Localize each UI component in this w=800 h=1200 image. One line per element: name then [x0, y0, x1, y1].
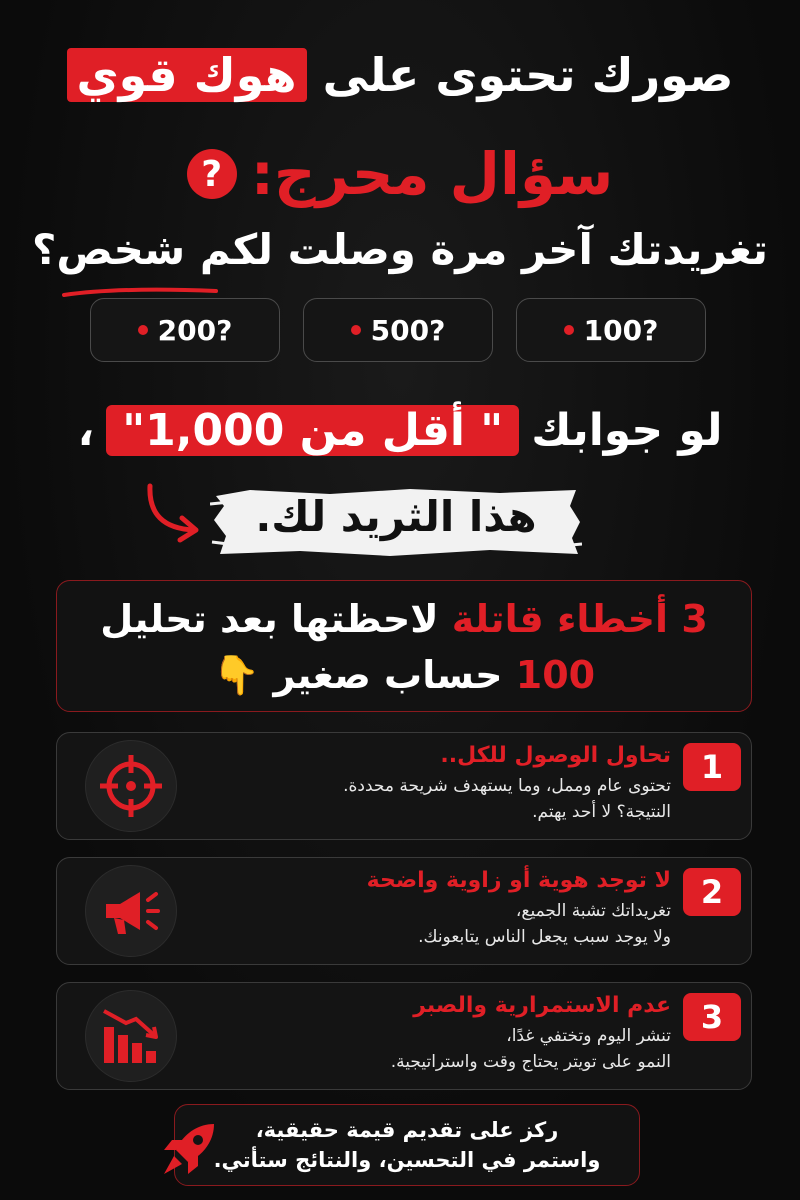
- thread-banner-text: هذا الثريد لك.: [255, 492, 537, 541]
- declining-chart-icon: [85, 990, 177, 1082]
- rocket-icon: [156, 1116, 222, 1182]
- card-title: لا توجد هوية أو زاوية واضحة: [366, 868, 671, 893]
- mistakes-intro-box: [56, 580, 752, 712]
- bullet-dot-icon: [351, 325, 361, 335]
- pointing-down-emoji-icon: 👇: [212, 653, 261, 697]
- card-title: تحاول الوصول للكل..: [440, 743, 671, 768]
- bullet-dot-icon: [564, 325, 574, 335]
- underline-stroke-icon: [60, 285, 220, 299]
- card-number-badge: 1: [683, 743, 741, 791]
- option-100[interactable]: [516, 298, 706, 362]
- card-desc-line: النتيجة؟ لا أحد يهتم.: [532, 802, 671, 822]
- card-desc-line: تنشر اليوم وتختفي غدًا،: [506, 1026, 671, 1046]
- answer-suffix: ،: [77, 405, 95, 456]
- question-header-label: سؤال محرج:: [250, 140, 614, 208]
- card-text: [211, 864, 671, 950]
- card-title: عدم الاستمرارية والصبر: [413, 993, 671, 1018]
- answer-options: [90, 298, 706, 362]
- accounts-count: 100: [515, 653, 596, 697]
- option-label: 500?: [370, 313, 446, 347]
- megaphone-icon: [85, 865, 177, 957]
- card-number-badge: 2: [683, 868, 741, 916]
- card-text: [211, 739, 671, 825]
- answer-line: [0, 405, 800, 456]
- card-desc-line: تحتوى عام وممل، وما يستهدف شريحة محددة.: [343, 776, 671, 796]
- answer-prefix: لو جوابك: [531, 405, 723, 456]
- mistakes-line1-text: لاحظتها بعد تحليل: [100, 597, 439, 641]
- title-highlight: هوك قوي: [67, 48, 307, 102]
- title-prefix: صورك تحتوى على: [322, 48, 734, 102]
- page-title: [0, 48, 800, 102]
- mistake-card-2: [56, 857, 752, 965]
- bullet-dot-icon: [138, 325, 148, 335]
- option-label: 200?: [157, 313, 233, 347]
- mistakes-line-1: [57, 591, 751, 647]
- question-mark-icon: ?: [187, 149, 237, 199]
- mistake-card-1: [56, 732, 752, 840]
- card-number-badge: 3: [683, 993, 741, 1041]
- card-desc-line: تغريداتك تشبة الجميع،: [515, 901, 671, 921]
- answer-highlight: " أقل من 1,000": [106, 405, 519, 456]
- question-header: [0, 140, 800, 208]
- card-desc-line: ولا يوجد سبب يجعل الناس يتابعونك.: [418, 927, 671, 947]
- footer-line-2: واستمر في التحسين، والنتائج ستأتي.: [213, 1148, 601, 1172]
- option-200[interactable]: [90, 298, 280, 362]
- option-500[interactable]: [303, 298, 493, 362]
- curved-arrow-icon: [138, 478, 208, 548]
- footer-line-1: ركز على تقديم قيمة حقيقية،: [255, 1118, 559, 1142]
- mistake-card-3: [56, 982, 752, 1090]
- target-icon: [85, 740, 177, 832]
- card-desc-line: النمو على تويتر يحتاج وقت واستراتيجية.: [390, 1052, 671, 1072]
- footer-box: [174, 1104, 640, 1186]
- question-text: تغريدتك آخر مرة وصلت لكم شخص؟: [31, 225, 768, 274]
- mistakes-line2-text: حساب صغير: [273, 653, 503, 697]
- mistakes-count: 3 أخطاء قاتلة: [451, 597, 708, 641]
- option-label: 100?: [583, 313, 659, 347]
- mistakes-line-2: [57, 647, 751, 703]
- card-text: [211, 989, 671, 1075]
